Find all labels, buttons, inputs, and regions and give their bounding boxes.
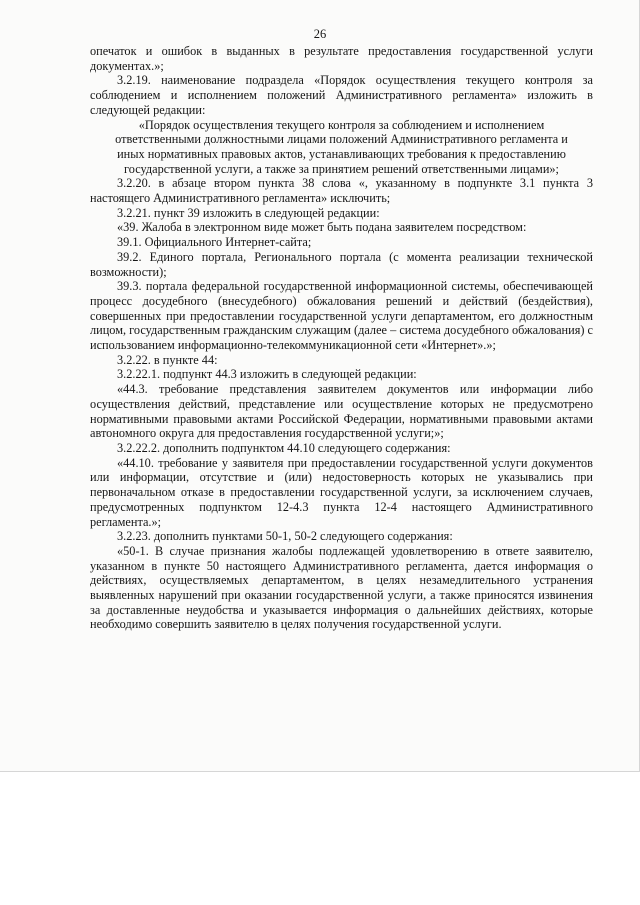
- page-number: 26: [313, 27, 327, 41]
- paragraph-39-2: 39.2. Единого портала, Регионального портала (с момента реализации технической возможности);: [90, 249, 593, 279]
- paragraph-3-2-22-2: 3.2.22.2. дополнить подпунктом 44.10 следующего содержания:: [117, 440, 451, 455]
- paragraph-3-2-20: 3.2.20. в абзаце втором пункта 38 слова «, указанному в подпункте 3.1 пункта 3 настоящего Административного регламента» исключить;: [90, 176, 593, 206]
- paragraph-3-2-22-1: 3.2.22.1. подпункт 44.3 изложить в следующей редакции:: [117, 367, 417, 382]
- paragraph-44-3: «44.3. требование представления заявителем документов или информации либо осуществления действий, представление или осуществление которых не предусмотрено нормативными правовыми актами Российской Федерации, нормативными правовыми актами автономного округа для предоставления государственной услуги;»;: [90, 382, 593, 441]
- paragraph-quoted-heading: «Порядок осуществления текущего контроля за соблюдением и исполнением ответственными должностными лицами положений Административного регламента и иных нормативных правовых актов, устанавливающих требования к предоставлению государственной услуги, а также за принятием решений ответственными лицами»;: [115, 117, 568, 176]
- paragraph-39-1: 39.1. Официального Интернет-сайта;: [117, 235, 312, 250]
- paragraph-39: «39. Жалоба в электронном виде может быть подана заявителем посредством:: [117, 220, 527, 235]
- document-body: [90, 44, 593, 632]
- paragraph-39-3: 39.3. портала федеральной государственной информационной системы, обеспечивающей процесс досудебного (внесудебного) обжалования решений и действий (бездействия), совершенных при предоставлении государственной услуги департаментом, его должностным лицом, государственным гражданским служащим (далее – система досудебного обжалования) с использованием информационно-телекоммуникационной сети «Интернет».»;: [90, 279, 593, 353]
- paragraph-3-2-22: 3.2.22. в пункте 44:: [117, 352, 218, 367]
- paragraph-50-1: «50-1. В случае признания жалобы подлежащей удовлетворению в ответе заявителю, указанном в пункте 50 настоящего Административного регламента, дается информация о действиях, осуществляемых департаментом, в целях незамедлительного устранения выявленных нарушений при оказании государственной услуги, а также приносятся извинения за доставленные неудобства и указывается информация о дальнейших действиях, которые необходимо совершить заявителю в целях получения государственной услуги.: [90, 543, 593, 632]
- paragraph-3-2-23: 3.2.23. дополнить пунктами 50-1, 50-2 следующего содержания:: [117, 529, 453, 544]
- paragraph-continuation: опечаток и ошибок в выданных в результате предоставления государственной услуги документах.»;: [90, 44, 593, 73]
- paragraph-3-2-21: 3.2.21. пункт 39 изложить в следующей редакции:: [117, 205, 380, 220]
- paragraph-44-10: «44.10. требование у заявителя при предоставлении государственной услуги документов или информации, отсутствие и (или) недостоверность которых не указывались при первоначальном отказе в предоставлении государственной услуги, за исключением случаев, предусмотренных подпунктом 12-4.3 пункта 12-4 настоящего Административного регламента.»;: [90, 455, 593, 529]
- paragraph-3-2-19: 3.2.19. наименование подраздела «Порядок осуществления текущего контроля за соблюдением и исполнением положений Административного регламента» изложить в следующей редакции:: [90, 73, 593, 117]
